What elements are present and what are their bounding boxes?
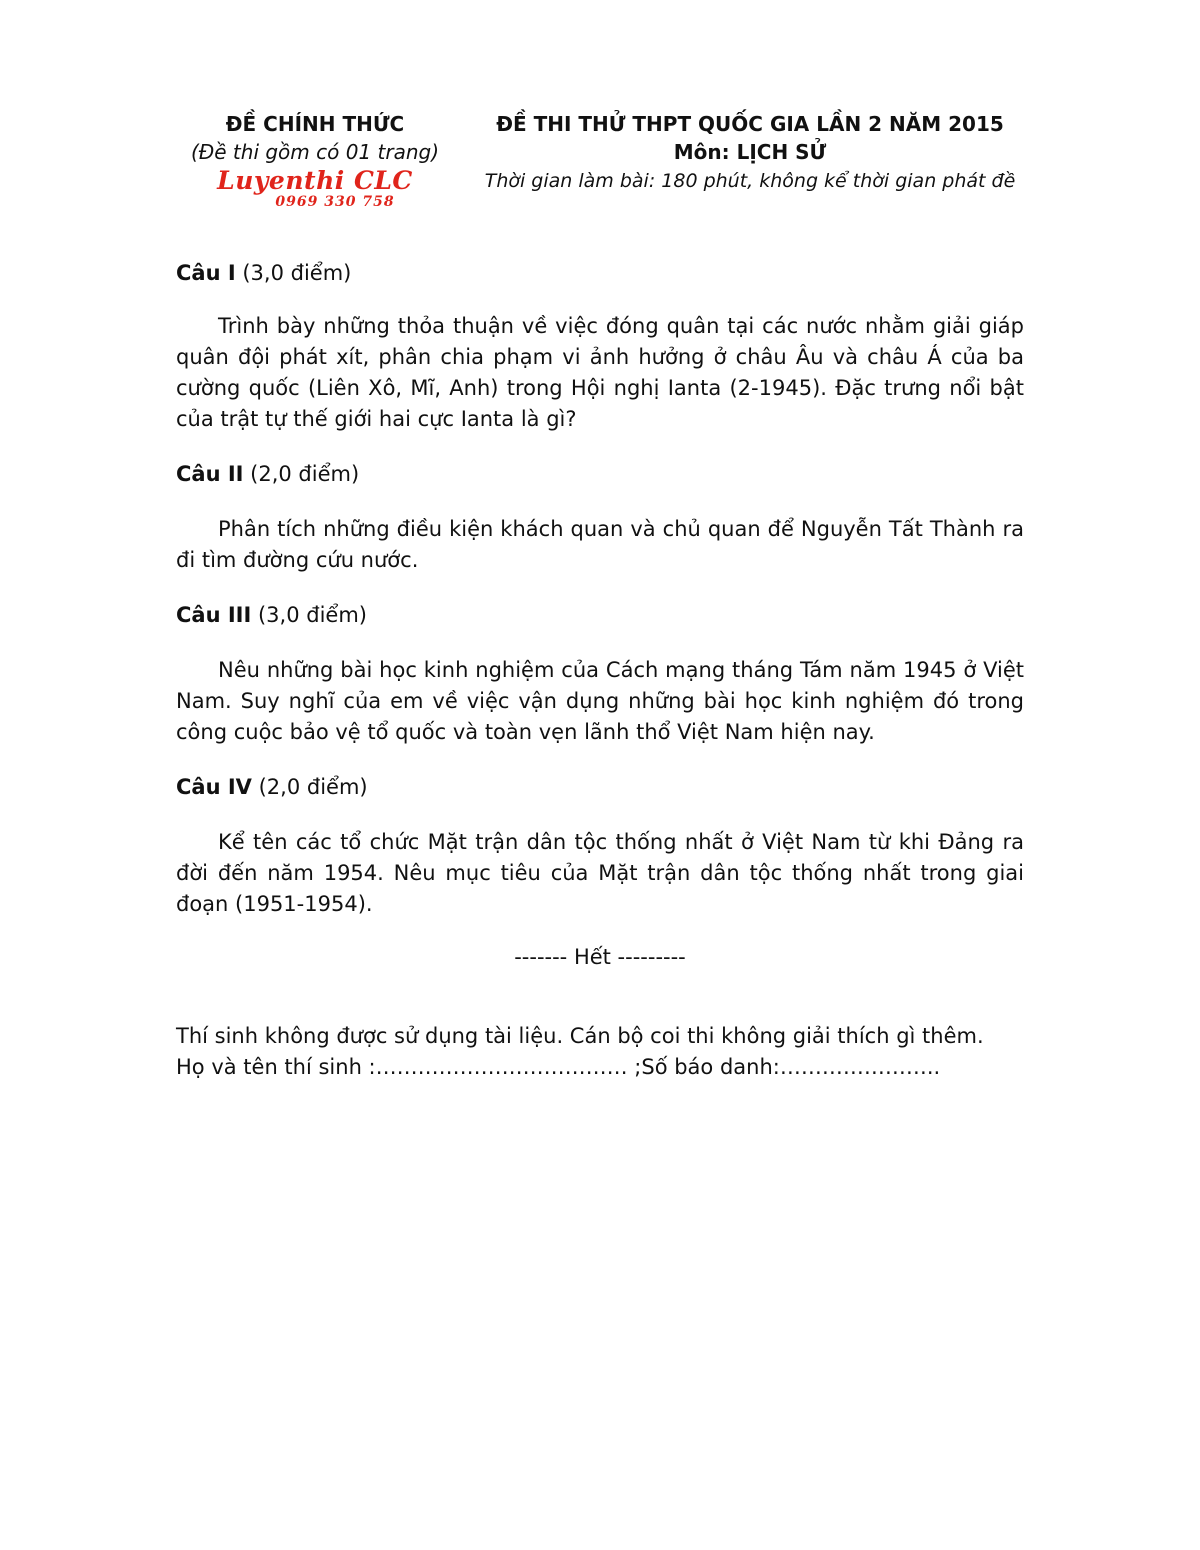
time-note: Thời gian làm bài: 180 phút, không kể thời gian phát đề bbox=[484, 170, 1016, 192]
end-mark: ------- Hết --------- bbox=[514, 945, 686, 969]
question-label: Câu IV bbox=[176, 775, 252, 799]
question-body: Trình bày những thỏa thuận về việc đóng quân tại các nước nhằm giải giáp quân đội phát xít, phân chia phạm vi ảnh hưởng ở châu Âu và châu Á của ba cường quốc (Liên Xô, Mĩ, Anh) trong Hội nghị Ianta (2-1945). Đặc trưng nổi bật của trật tự thế giới hai cực Ianta là gì? bbox=[176, 314, 1024, 431]
pages-note: (Đề thi gồm có 01 trang) bbox=[190, 140, 440, 164]
official-label: ĐỀ CHÍNH THỨC bbox=[225, 112, 405, 136]
question-points: (2,0 điểm) bbox=[250, 462, 360, 486]
question-points: (3,0 điểm) bbox=[242, 261, 352, 285]
question-heading bbox=[176, 459, 1024, 490]
question-body: Kể tên các tổ chức Mặt trận dân tộc thống nhất ở Việt Nam từ khi Đảng ra đời đến năm 1954. Nêu mục tiêu của Mặt trận dân tộc thống nhất trong giai đoạn (1951-1954). bbox=[176, 830, 1024, 916]
logo-brand: Luyenthi CLC bbox=[217, 166, 413, 195]
question-body: Phân tích những điều kiện khách quan và chủ quan để Nguyễn Tất Thành ra đi tìm đường cứu nước. bbox=[176, 517, 1024, 572]
question-label: Câu I bbox=[176, 261, 236, 285]
candidate-line: Họ và tên thí sinh :……………………………… ;Số báo danh:………………….. bbox=[176, 1055, 941, 1079]
exam-content bbox=[176, 258, 1024, 1083]
exam-subject: Môn: LỊCH SỬ bbox=[673, 140, 827, 164]
question-heading bbox=[176, 600, 1024, 631]
question-points: (2,0 điểm) bbox=[258, 775, 368, 799]
header-right bbox=[470, 110, 1030, 196]
question-points: (3,0 điểm) bbox=[257, 603, 367, 627]
footer-note: Thí sinh không được sử dụng tài liệu. Cán bộ coi thi không giải thích gì thêm. bbox=[176, 1024, 984, 1048]
question-label: Câu III bbox=[176, 603, 252, 627]
logo-phone: 0969 330 758 bbox=[275, 194, 395, 210]
question-body: Nêu những bài học kinh nghiệm của Cách mạng tháng Tám năm 1945 ở Việt Nam. Suy nghĩ của em về việc vận dụng những bài học kinh nghiệm đó trong công cuộc bảo vệ tổ quốc và toàn vẹn lãnh thổ Việt Nam hiện nay. bbox=[176, 658, 1024, 744]
question-label: Câu II bbox=[176, 462, 244, 486]
header-left bbox=[190, 110, 440, 210]
logo bbox=[190, 168, 440, 210]
exam-title: ĐỀ THI THỬ THPT QUỐC GIA LẦN 2 NĂM 2015 bbox=[496, 112, 1004, 136]
question-heading bbox=[176, 258, 1024, 289]
question-heading bbox=[176, 772, 1024, 803]
